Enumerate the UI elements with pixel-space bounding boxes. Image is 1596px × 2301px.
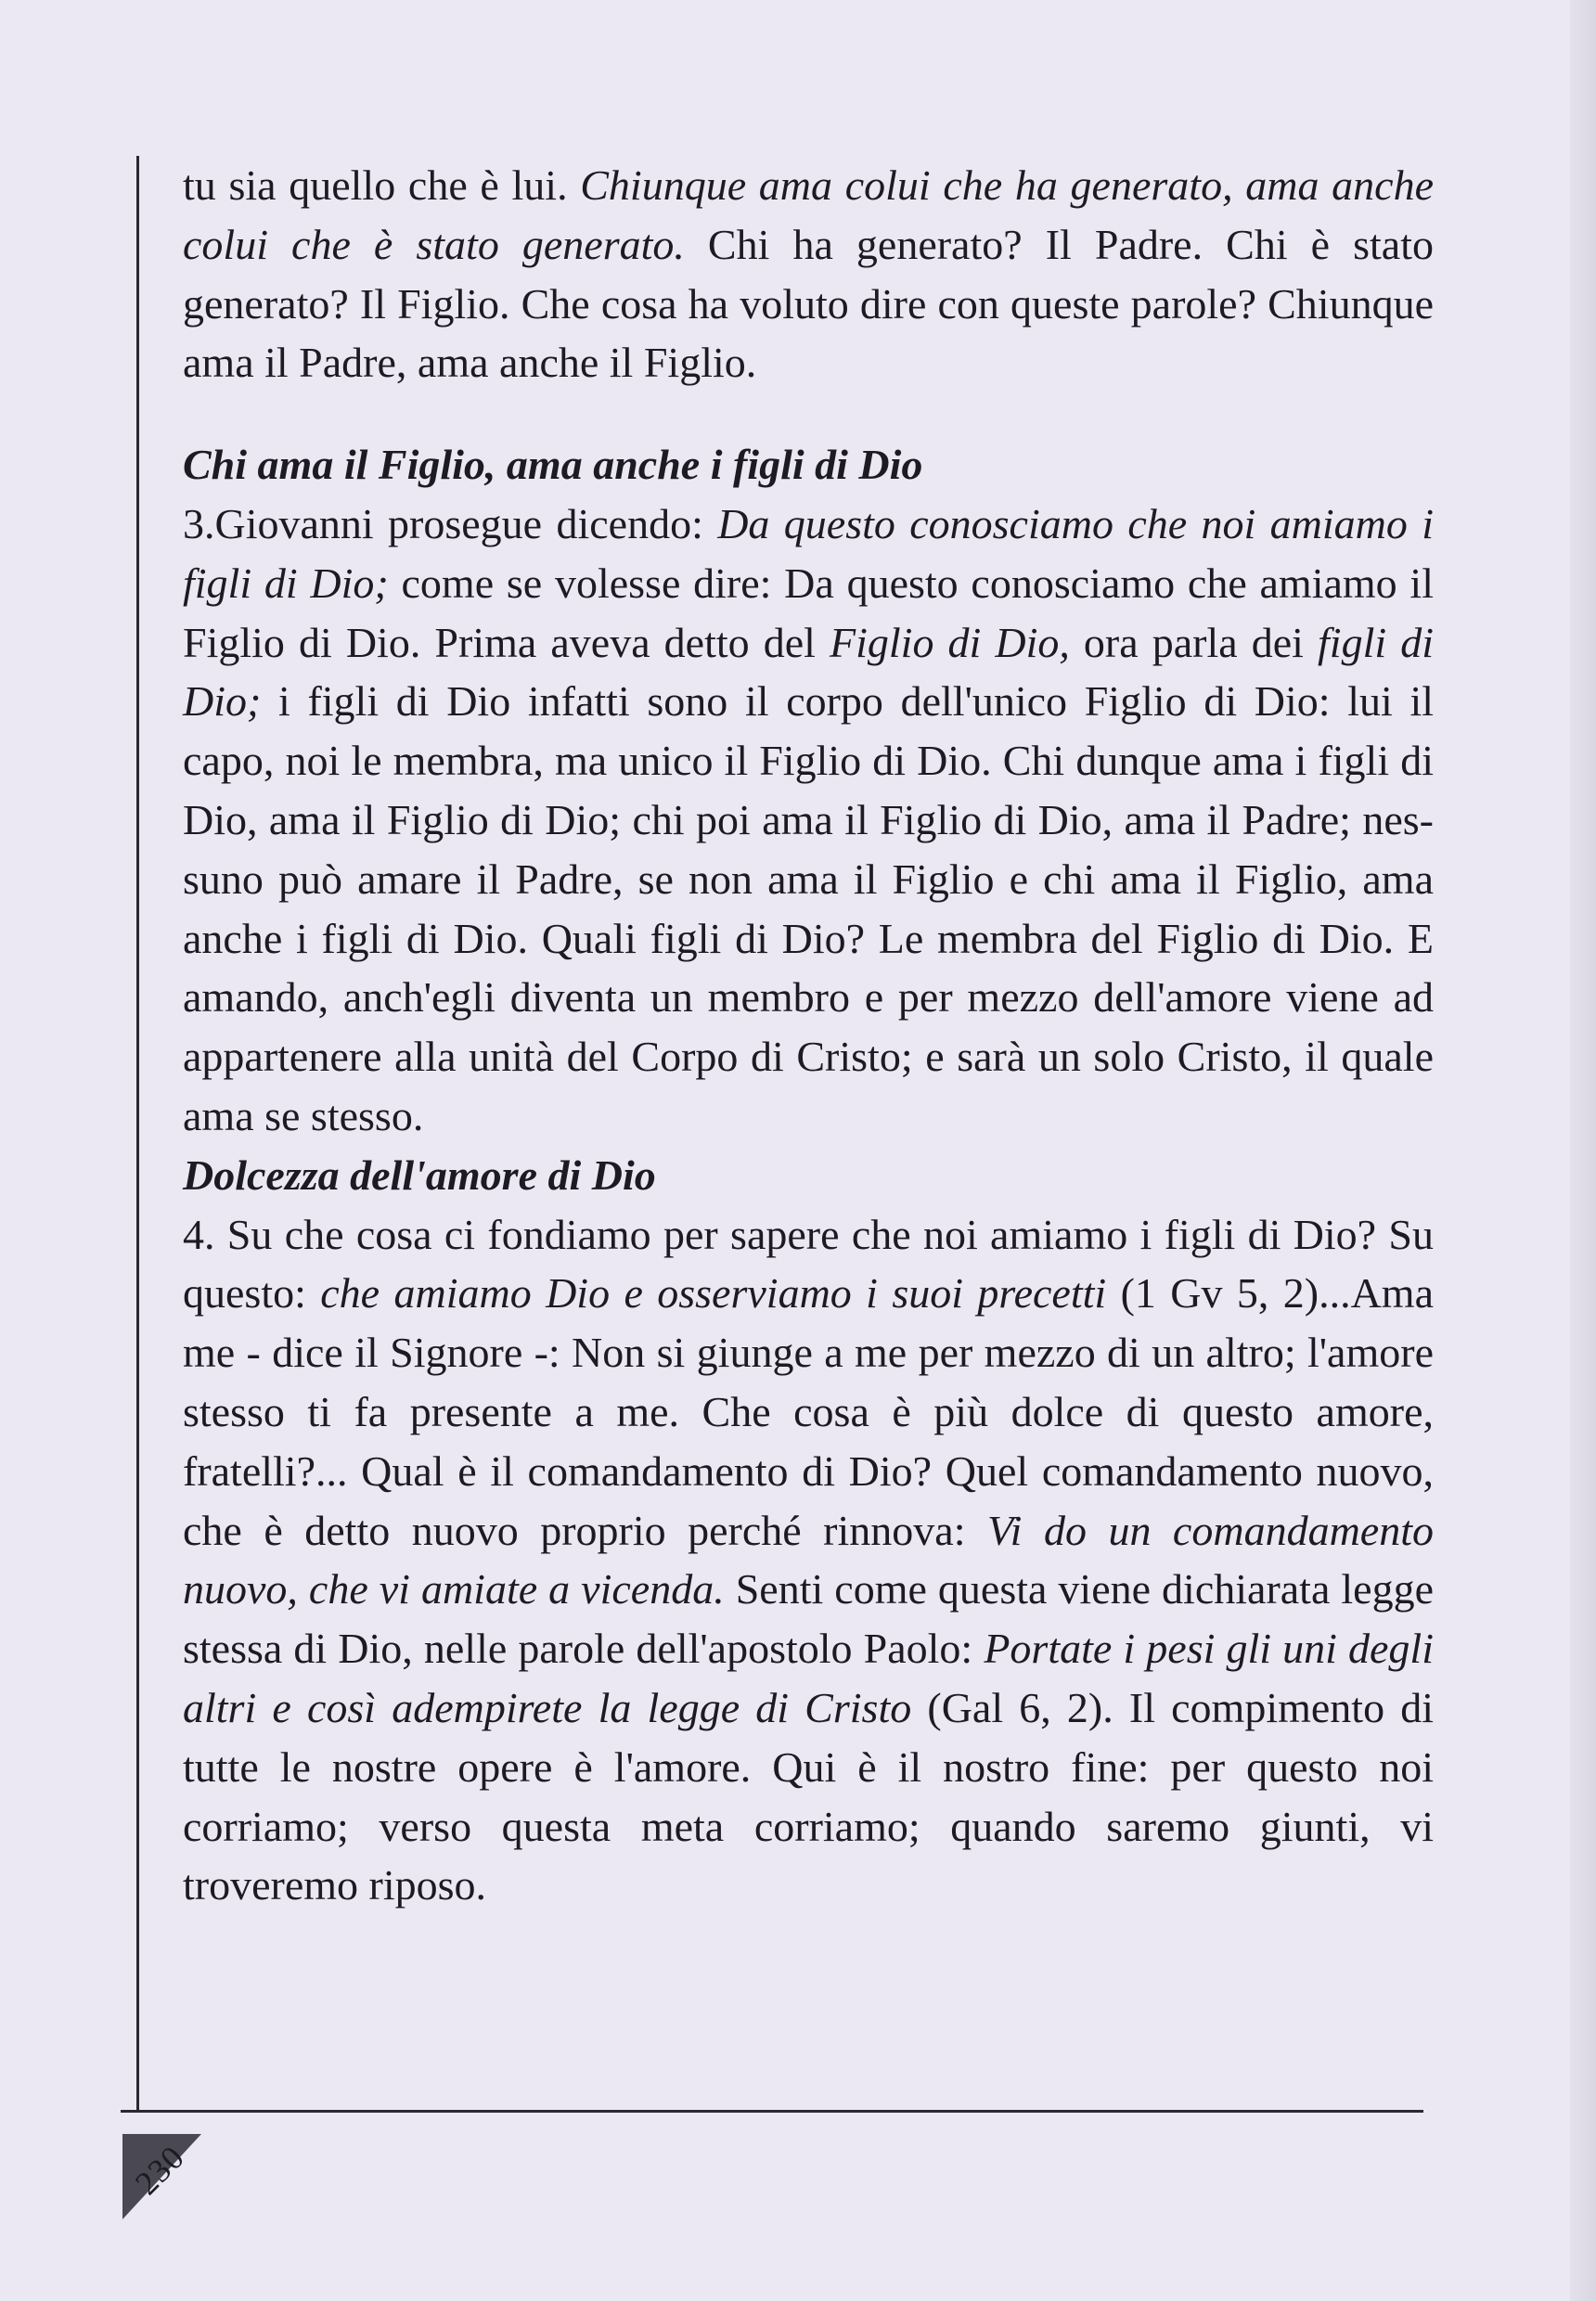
quote-run: Vi do un comandamento nuovo, che vi amiate a vicenda. <box>183 1506 1434 1613</box>
text-run: come se volesse dire: Da questo conosciamo che amiamo il Figlio di Dio. Prima aveva detto del <box>183 559 1434 666</box>
quote-run: Chiunque ama colui che ha generato, ama anche colui che è stato generato. <box>183 161 1434 268</box>
left-margin-rule <box>136 156 139 2111</box>
footer-rule <box>121 2110 1423 2113</box>
text-run: (1 Gv 5, 2)...Ama me - dice il Signore -: Non si giunge a me per mezzo di un altro; l'amore stesso ti fa presente a me. Che cosa è più dolce di questo amore, fratelli?... Qual è il comandamento di Dio? Quel comandamento nuovo, che è detto nuovo proprio perché rinnova: <box>183 1269 1434 1554</box>
page-body <box>183 156 1434 1915</box>
section-2-paragraph <box>183 1205 1434 1916</box>
quote-run: che amiamo Dio e osserviamo i suoi precetti <box>320 1269 1107 1318</box>
text-run: Chi ha generato? Il Padre. Chi è stato generato? Il Figlio. Che cosa ha voluto dire con queste parole? Chiunque ama il Padre, ama anche il Figlio. <box>183 220 1434 387</box>
quote-run: Figlio di Dio, <box>830 618 1070 666</box>
page-edge-shadow <box>1570 0 1596 2301</box>
intro-paragraph <box>183 156 1434 392</box>
text-run: Senti come questa viene dichiarata legge stessa di Dio, nelle parole dell'apostolo Paolo: <box>183 1565 1434 1673</box>
quote-run: Portate i pesi gli uni degli altri e così adempirete la legge di Cristo <box>183 1625 1434 1731</box>
quote-run: figli di Dio; <box>183 618 1434 726</box>
text-run: (Gal 6, 2). Il compimento di tutte le nostre opere è l'amore. Qui è il nostro fine: per questo noi corriamo; verso questa meta corriamo; quando saremo giunti, vi troveremo riposo. <box>183 1683 1435 1909</box>
section-heading-2: Dolcezza dell'amore di Dio <box>183 1150 656 1199</box>
text-run: 4. Su che cosa ci fondiamo per sapere che noi amiamo i figli di Dio? Su questo: <box>183 1210 1434 1318</box>
page-number: 230 <box>127 2138 192 2203</box>
quote-run: Da questo conosciamo che noi amiamo i figli di Dio; <box>183 499 1434 607</box>
text-run: i figli di Dio infatti sono il corpo dell'unico Figlio di Dio: lui il capo, noi le membra, ma unico il Figlio di Dio. Chi dunque ama i figli di Dio, ama il Figlio di Dio; chi poi ama il Figlio di Dio, ama il Padre; nessuno può amare il Padre, se non ama il Figlio e chi ama il Figlio, ama anche i figli di Dio. Quali figli di Dio? Le membra del Figlio di Dio. E amando, anch'egli diventa un membro e per mezzo dell'amore viene ad appartenere alla unità del Corpo di Cristo; e sarà un solo Cristo, il quale ama se stesso. <box>183 677 1434 1139</box>
section-heading-1: Chi ama il Figlio, ama anche i figli di Dio <box>183 441 923 489</box>
text-run: 3.Giovanni prosegue dicendo: <box>183 499 718 547</box>
text-run: tu sia quello che è lui. <box>183 161 581 209</box>
section-gap <box>183 392 1434 435</box>
section-1-paragraph <box>183 495 1434 1146</box>
text-run: ora parla dei <box>1069 618 1319 666</box>
